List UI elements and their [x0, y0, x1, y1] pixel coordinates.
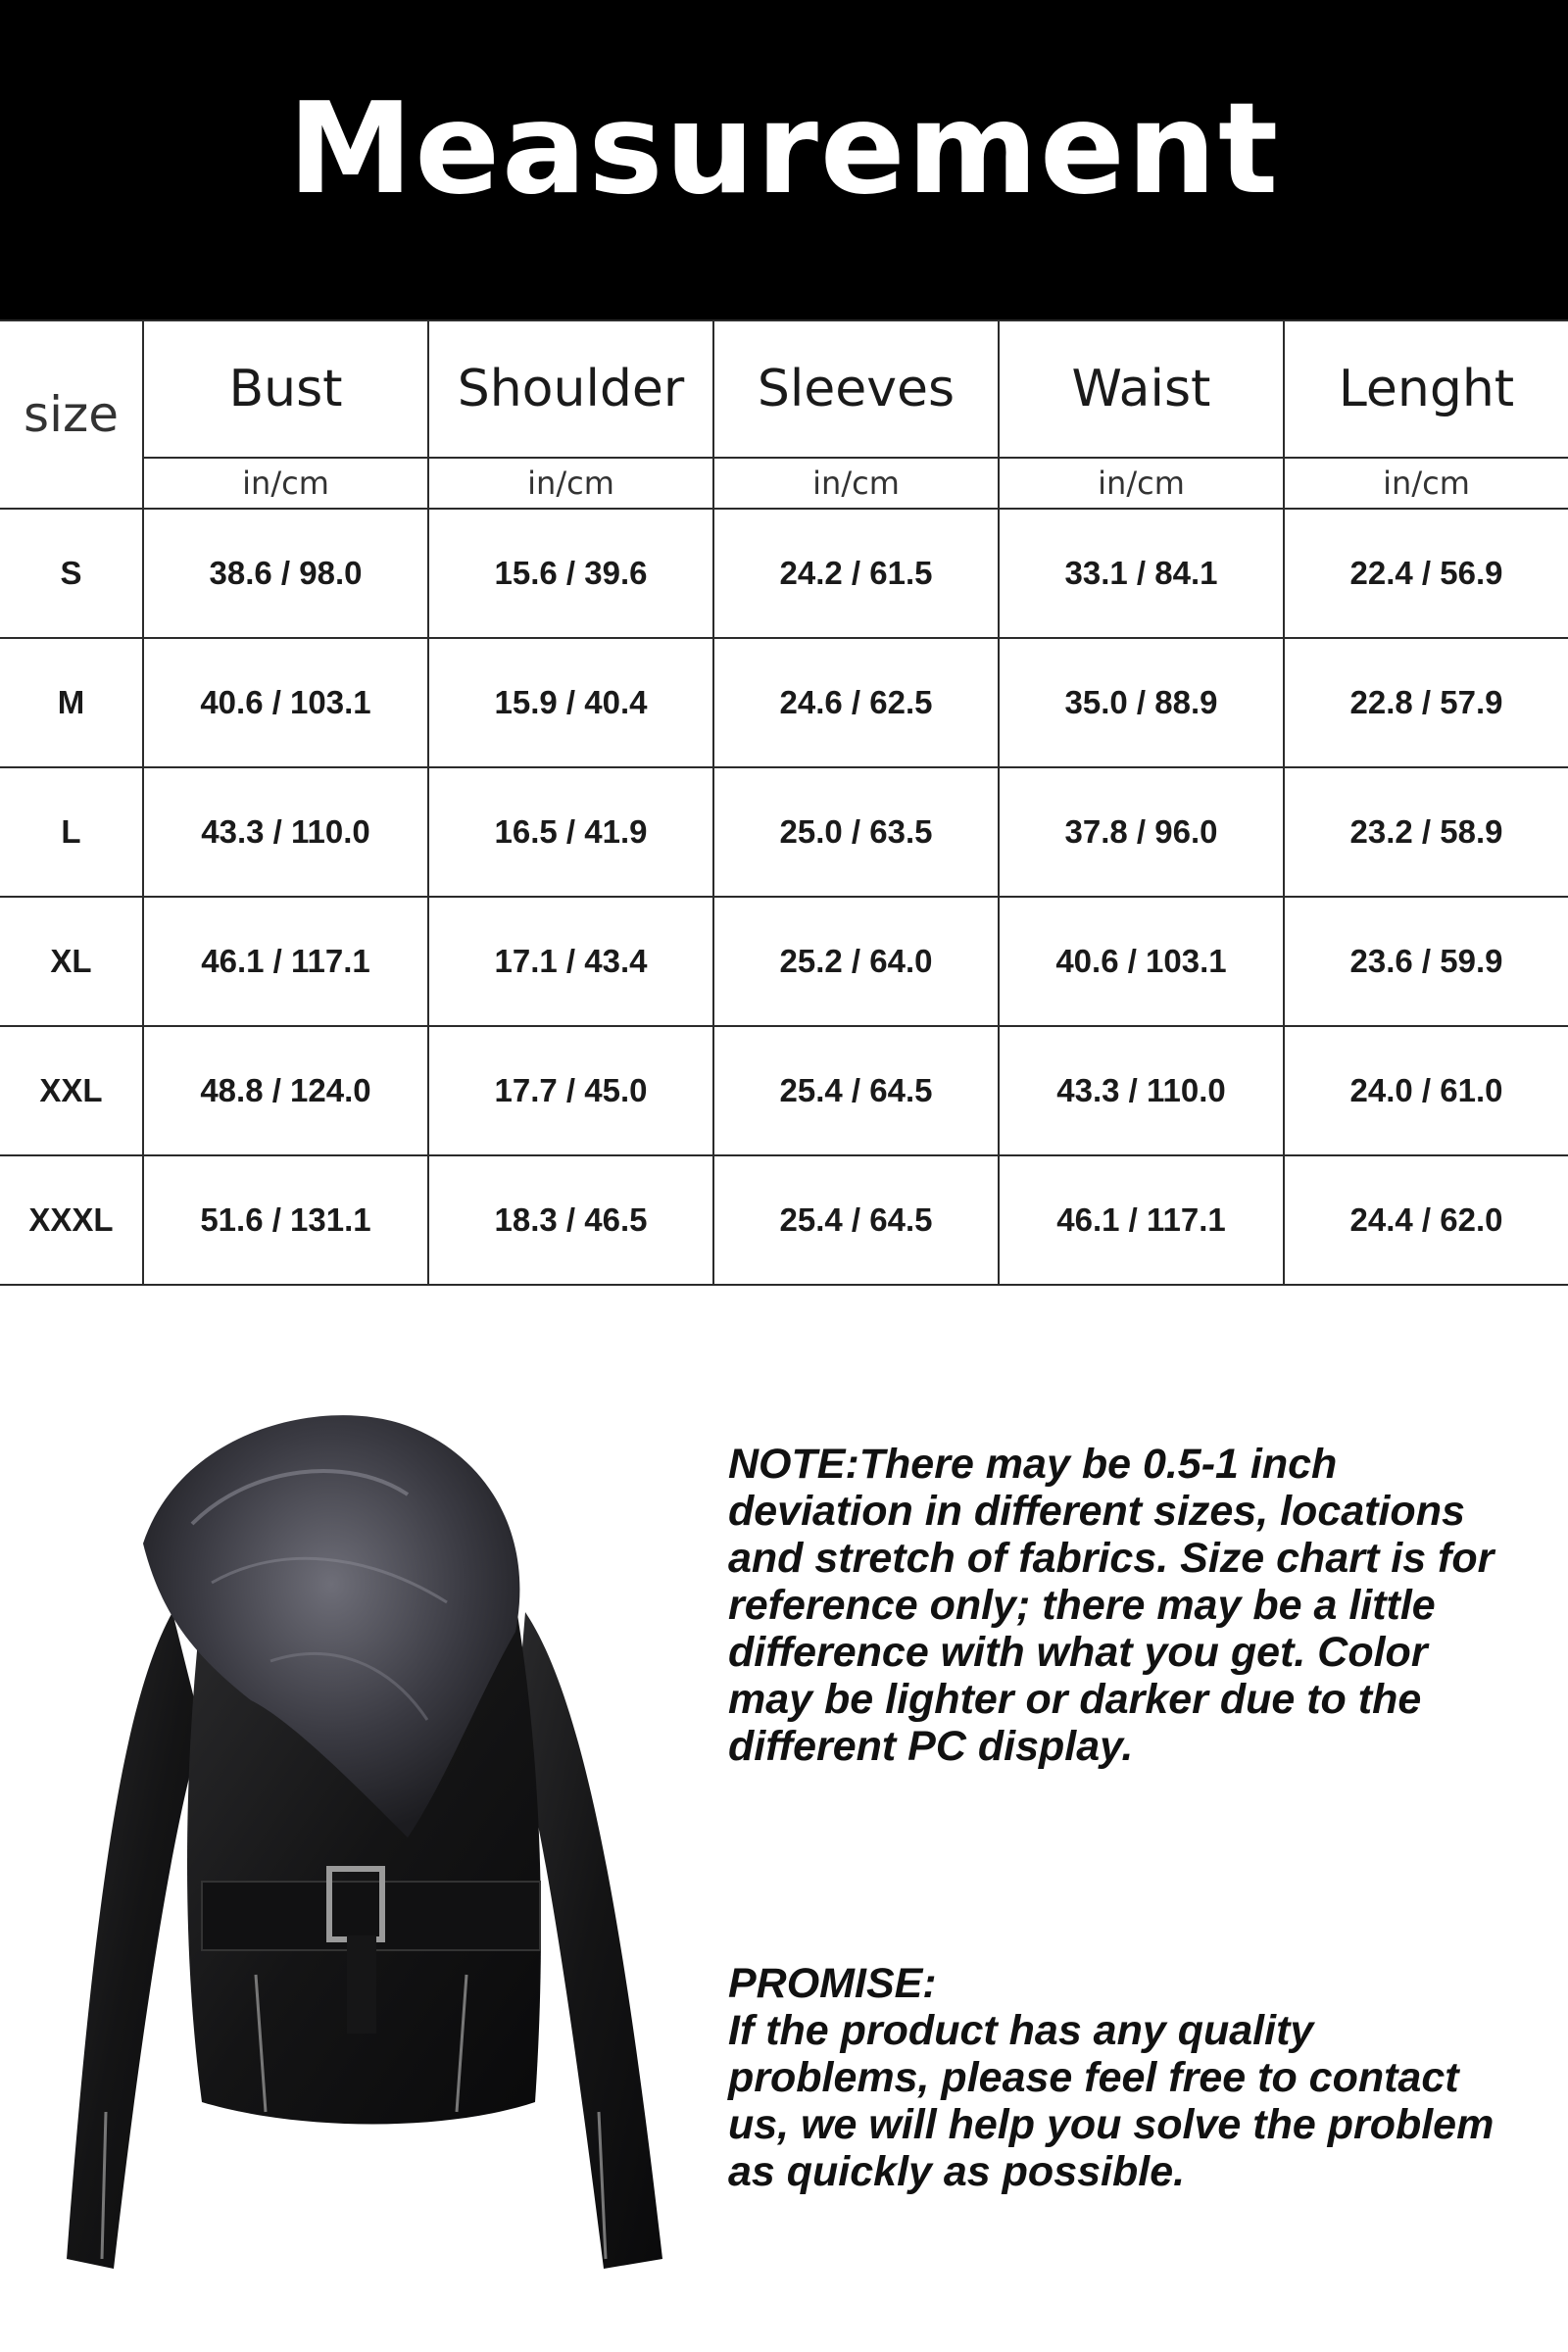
table-cell: 24.6 / 62.5 — [713, 638, 999, 767]
unit-label: in/cm — [143, 458, 428, 509]
table-row — [0, 897, 1568, 1026]
table-cell: 48.8 / 124.0 — [143, 1026, 428, 1155]
column-header-bust: Bust — [143, 320, 428, 458]
size-label: L — [0, 767, 143, 897]
size-chart-table — [0, 319, 1568, 1286]
table-cell: 17.1 / 43.4 — [428, 897, 713, 1026]
table-header-row — [0, 320, 1568, 458]
table-row — [0, 1026, 1568, 1155]
table-cell: 23.6 / 59.9 — [1284, 897, 1568, 1026]
unit-label: in/cm — [1284, 458, 1568, 509]
table-cell: 25.2 / 64.0 — [713, 897, 999, 1026]
note-text: NOTE:There may be 0.5-1 inch deviation in different sizes, locations and stretch of fabrics. Size chart is for reference only; there may be a little difference with what you get. Color may be lighter or darker due to the different PC display. — [728, 1441, 1494, 1770]
table-cell: 17.7 / 45.0 — [428, 1026, 713, 1155]
table-cell: 16.5 / 41.9 — [428, 767, 713, 897]
size-label: S — [0, 509, 143, 638]
table-cell: 37.8 / 96.0 — [999, 767, 1284, 897]
table-cell: 25.0 / 63.5 — [713, 767, 999, 897]
table-cell: 18.3 / 46.5 — [428, 1155, 713, 1285]
table-cell: 24.2 / 61.5 — [713, 509, 999, 638]
column-header-waist: Waist — [999, 320, 1284, 458]
table-row — [0, 767, 1568, 897]
title-banner — [0, 0, 1568, 319]
table-cell: 46.1 / 117.1 — [999, 1155, 1284, 1285]
table-cell: 24.4 / 62.0 — [1284, 1155, 1568, 1285]
size-label: M — [0, 638, 143, 767]
promise-heading: PROMISE: — [728, 1960, 937, 2007]
promise-text-block — [728, 1960, 1512, 2195]
unit-label: in/cm — [713, 458, 999, 509]
table-cell: 24.0 / 61.0 — [1284, 1026, 1568, 1155]
table-cell: 33.1 / 84.1 — [999, 509, 1284, 638]
table-cell: 25.4 / 64.5 — [713, 1155, 999, 1285]
column-header-shoulder: Shoulder — [428, 320, 713, 458]
table-cell: 51.6 / 131.1 — [143, 1155, 428, 1285]
size-label: XL — [0, 897, 143, 1026]
leather-jacket-icon — [55, 1406, 682, 2288]
column-header-length: Lenght — [1284, 320, 1568, 458]
column-header-sleeves: Sleeves — [713, 320, 999, 458]
table-row — [0, 638, 1568, 767]
unit-label: in/cm — [428, 458, 713, 509]
table-cell: 43.3 / 110.0 — [999, 1026, 1284, 1155]
size-label: XXXL — [0, 1155, 143, 1285]
table-cell: 15.6 / 39.6 — [428, 509, 713, 638]
unit-row — [0, 458, 1568, 509]
size-label: XXL — [0, 1026, 143, 1155]
table-cell: 22.4 / 56.9 — [1284, 509, 1568, 638]
table-cell: 25.4 / 64.5 — [713, 1026, 999, 1155]
note-text-block — [728, 1441, 1512, 1770]
table-cell: 35.0 / 88.9 — [999, 638, 1284, 767]
table-cell: 15.9 / 40.4 — [428, 638, 713, 767]
table-cell: 46.1 / 117.1 — [143, 897, 428, 1026]
table-cell: 23.2 / 58.9 — [1284, 767, 1568, 897]
unit-label: in/cm — [999, 458, 1284, 509]
size-column-header: size — [0, 320, 143, 509]
table-row — [0, 509, 1568, 638]
table-row — [0, 1155, 1568, 1285]
promise-text: If the product has any quality problems, please feel free to contact us, we will help you solve the problem as quickly as possible. — [728, 2007, 1494, 2195]
table-cell: 38.6 / 98.0 — [143, 509, 428, 638]
table-cell: 43.3 / 110.0 — [143, 767, 428, 897]
page-title: Measurement — [287, 76, 1281, 222]
table-cell: 40.6 / 103.1 — [999, 897, 1284, 1026]
table-cell: 40.6 / 103.1 — [143, 638, 428, 767]
table-cell: 22.8 / 57.9 — [1284, 638, 1568, 767]
